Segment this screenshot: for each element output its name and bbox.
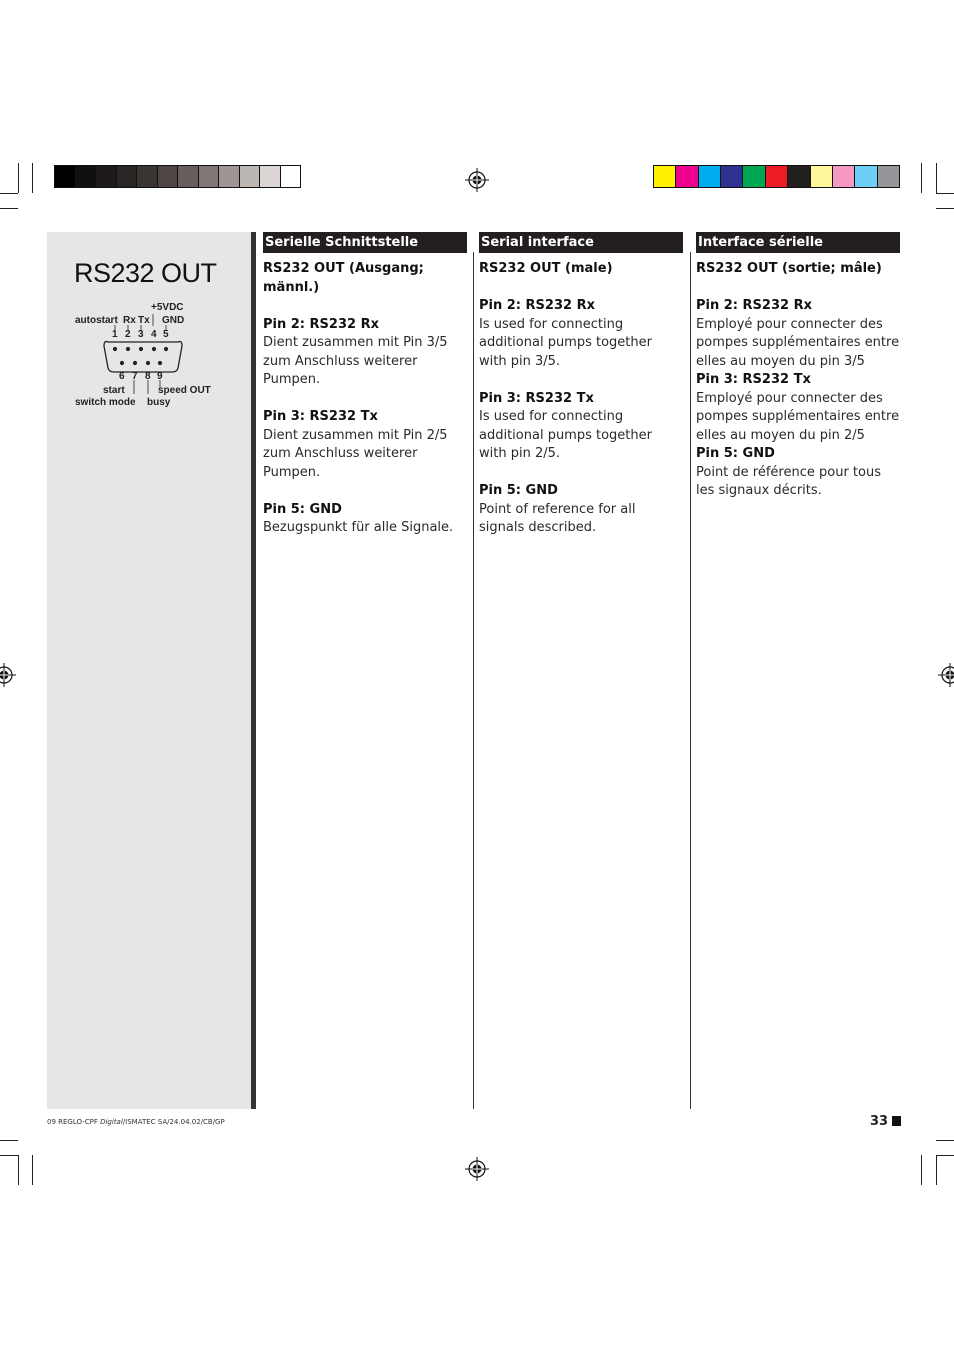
color-swatch <box>219 166 240 187</box>
column-header: Interface sérielle <box>696 232 900 253</box>
color-swatch <box>878 166 899 187</box>
pin-number-label: 4 <box>151 329 157 340</box>
footer-code-italic: Digital <box>100 1118 123 1126</box>
color-swatch <box>788 166 810 187</box>
pin-number-label: 8 <box>145 371 151 382</box>
connector-pin <box>133 361 137 365</box>
pin3-text: Is used for connecting additional pumps together with pin 2/5. <box>479 409 652 461</box>
color-swatch <box>743 166 765 187</box>
label-gnd: GND <box>162 315 185 326</box>
color-swatch <box>766 166 788 187</box>
registration-mark-bottom-icon <box>465 1157 489 1181</box>
top-pin-number-group <box>112 329 169 340</box>
label-start: start <box>103 385 125 396</box>
connector-pin <box>120 361 124 365</box>
footer-document-code <box>47 1118 225 1126</box>
pin2-label: Pin 2: RS232 Rx <box>696 298 812 313</box>
registration-mark-right-icon <box>938 663 954 687</box>
footer-code-suffix: /ISMATEC SA/24.04.02/CB/GP <box>122 1118 225 1126</box>
color-swatch <box>855 166 877 187</box>
pin5-text: Point de référence pour tous les signaux décrits. <box>696 464 881 498</box>
pin5-text: Point of reference for all signals described. <box>479 501 636 535</box>
color-swatch <box>76 166 97 187</box>
pin-number-label: 6 <box>119 371 125 382</box>
column-header: Serielle Schnittstelle <box>263 232 467 253</box>
pin2-label: Pin 2: RS232 Rx <box>479 298 595 313</box>
label-rx: Rx <box>123 315 136 326</box>
column-english <box>479 232 683 538</box>
connector-pin <box>146 361 150 365</box>
pin3-text: Dient zusammen mit Pin 2/5 zum Anschluss weiterer Pumpen. <box>263 427 448 480</box>
connector-pin <box>158 361 162 365</box>
color-swatch <box>260 166 281 187</box>
connector-pin <box>139 347 143 351</box>
column-subtitle: RS232 OUT (sortie; mâle) <box>696 261 882 276</box>
pin-number-label: 9 <box>157 371 163 382</box>
color-swatch <box>699 166 721 187</box>
pin2-text: Dient zusammen mit Pin 3/5 zum Anschluss weiterer Pumpen. <box>263 335 448 387</box>
page-number: 33 <box>870 1114 889 1129</box>
pin-number-label: 3 <box>138 329 144 340</box>
color-swatch <box>137 166 158 187</box>
footer-code-prefix: 09 REGLO-CPF <box>47 1118 101 1126</box>
connector-pin <box>126 347 130 351</box>
connector-pin <box>113 347 117 351</box>
color-swatch <box>281 166 301 187</box>
pin-number-label: 7 <box>132 371 138 382</box>
color-swatch <box>676 166 698 187</box>
db9-connector-diagram <box>70 298 240 413</box>
registration-mark-left-icon <box>0 663 16 687</box>
sidebar-divider <box>251 232 256 1109</box>
pin5-text: Bezugspunkt für alle Signale. <box>263 520 454 535</box>
page-marker-icon <box>892 1116 901 1126</box>
pin5-label: Pin 5: GND <box>696 446 775 461</box>
column-subtitle: RS232 OUT (Ausgang; männl.) <box>263 261 424 295</box>
pin5-label: Pin 5: GND <box>479 483 558 498</box>
pin-number-label: 1 <box>112 329 118 340</box>
pin3-label: Pin 3: RS232 Tx <box>479 390 594 406</box>
color-swatch <box>55 166 76 187</box>
connector-pin <box>152 347 156 351</box>
pin3-label: Pin 3: RS232 Tx <box>696 372 811 387</box>
color-swatch <box>811 166 833 187</box>
label-busy: busy <box>147 397 171 408</box>
pin-number-label: 2 <box>125 329 131 340</box>
connector-pins <box>113 347 168 365</box>
color-swatch <box>178 166 199 187</box>
column-header: Serial interface <box>479 232 683 253</box>
color-swatch <box>654 166 676 187</box>
connector-pin <box>164 347 168 351</box>
color-swatch <box>117 166 138 187</box>
pin3-text: Employé pour connecter des pompes supplémentaires entre elles au moyen du pin 2/5 <box>696 390 900 443</box>
pin3-label: Pin 3: RS232 Tx <box>263 409 378 424</box>
color-swatch <box>721 166 743 187</box>
color-swatch <box>833 166 855 187</box>
grayscale-color-bar <box>54 165 301 188</box>
pin5-label: Pin 5: GND <box>263 501 342 517</box>
label-tx: Tx <box>138 315 150 326</box>
section-title: RS232 OUT <box>74 258 217 288</box>
pin2-text: Is used for connecting additional pumps together with pin 3/5. <box>479 316 652 369</box>
color-swatch <box>158 166 179 187</box>
registration-mark-top-icon <box>465 168 489 192</box>
column-french <box>696 232 900 501</box>
label-switch-mode: switch mode <box>75 397 136 408</box>
label-autostart: autostart <box>75 315 118 326</box>
pin2-label: Pin 2: RS232 Rx <box>263 316 379 332</box>
pin2-text: Employé pour connecter des pompes supplémentaires entre elles au moyen du pin 3/5 <box>696 316 900 369</box>
label-5vdc: +5VDC <box>151 302 184 313</box>
column-german <box>263 232 467 538</box>
color-swatch <box>96 166 117 187</box>
process-color-bar <box>653 165 900 188</box>
column-subtitle: RS232 OUT (male) <box>479 261 613 276</box>
column-divider <box>473 252 474 1109</box>
color-swatch <box>199 166 220 187</box>
pin-number-label: 5 <box>163 329 169 340</box>
label-speed-out: speed OUT <box>158 385 211 396</box>
color-swatch <box>240 166 261 187</box>
column-divider <box>690 252 691 1109</box>
